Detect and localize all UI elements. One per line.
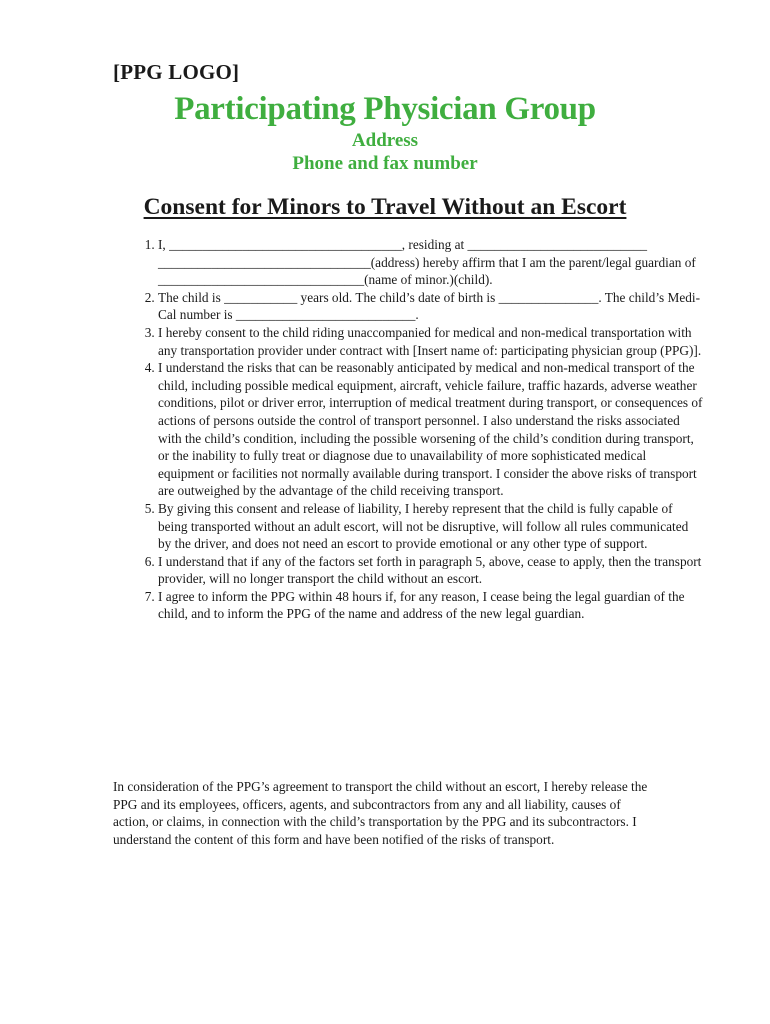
consent-item-4: 4. I understand the risks that can be reasonably anticipated by medical and non-medical transport of the child, including possible medical equipment, aircraft, vehicle failure, traffic hazards, adverse weather conditions, pilot or driver error, interruption of medical treatment during transport, or consequences of actions of persons outside the control of transport personnel. I also understand the risks associated with the child’s condition, including the possible worsening of the child’s condition during transport, or the inability to fully treat or diagnose due to unavailability of more sophisticated medical equipment or facilities not normally available during transport. I consider the above risks of transport are outweighed by the advantage of the child receiving transport. — [158, 359, 703, 500]
consent-items-list — [113, 236, 703, 623]
consent-item-2: 2. The child is ___________ years old. The child’s date of birth is _______________. The child’s Medi-Cal number is ___________________________. — [158, 289, 703, 324]
group-address: Address — [351, 130, 419, 151]
group-name-heading: Participating Physician Group — [174, 91, 596, 127]
document-title: Consent for Minors to Travel Without an Escort — [143, 194, 627, 220]
consent-item-5: 5. By giving this consent and release of liability, I hereby represent that the child is fully capable of being transported without an adult escort, will not be disruptive, will follow all rules communicated by the driver, and does not need an escort to provide emotional or any other type of support. — [158, 500, 703, 553]
consent-item-6: 6. I understand that if any of the factors set forth in paragraph 5, above, cease to apply, then the transport provider, will no longer transport the child without an escort. — [158, 553, 703, 588]
logo-placeholder: [PPG LOGO] — [113, 60, 240, 84]
group-phone-fax: Phone and fax number — [292, 153, 478, 174]
consent-item-1: 1. I, ___________________________________, residing at ___________________________ ________________________________(address) hereby affirm that I am the parent/legal guardian of _______________________________(name of minor.)(child). — [158, 236, 703, 289]
closing-paragraph: In consideration of the PPG’s agreement to transport the child without an escort, I hereby release the PPG and its employees, officers, agents, and subcontractors from any and all liability, causes of action, or claims, in connection with the child’s transportation by the PPG and its subcontractors. I understand the content of this form and have been notified of the risks of transport. — [113, 779, 648, 847]
consent-item-3: 3. I hereby consent to the child riding unaccompanied for medical and non-medical transportation with any transportation provider under contract with [Insert name of: participating physician group (PPG)]. — [158, 324, 703, 359]
consent-item-7: 7. I agree to inform the PPG within 48 hours if, for any reason, I cease being the legal guardian of the child, and to inform the PPG of the name and address of the new legal guardian. — [158, 588, 703, 623]
